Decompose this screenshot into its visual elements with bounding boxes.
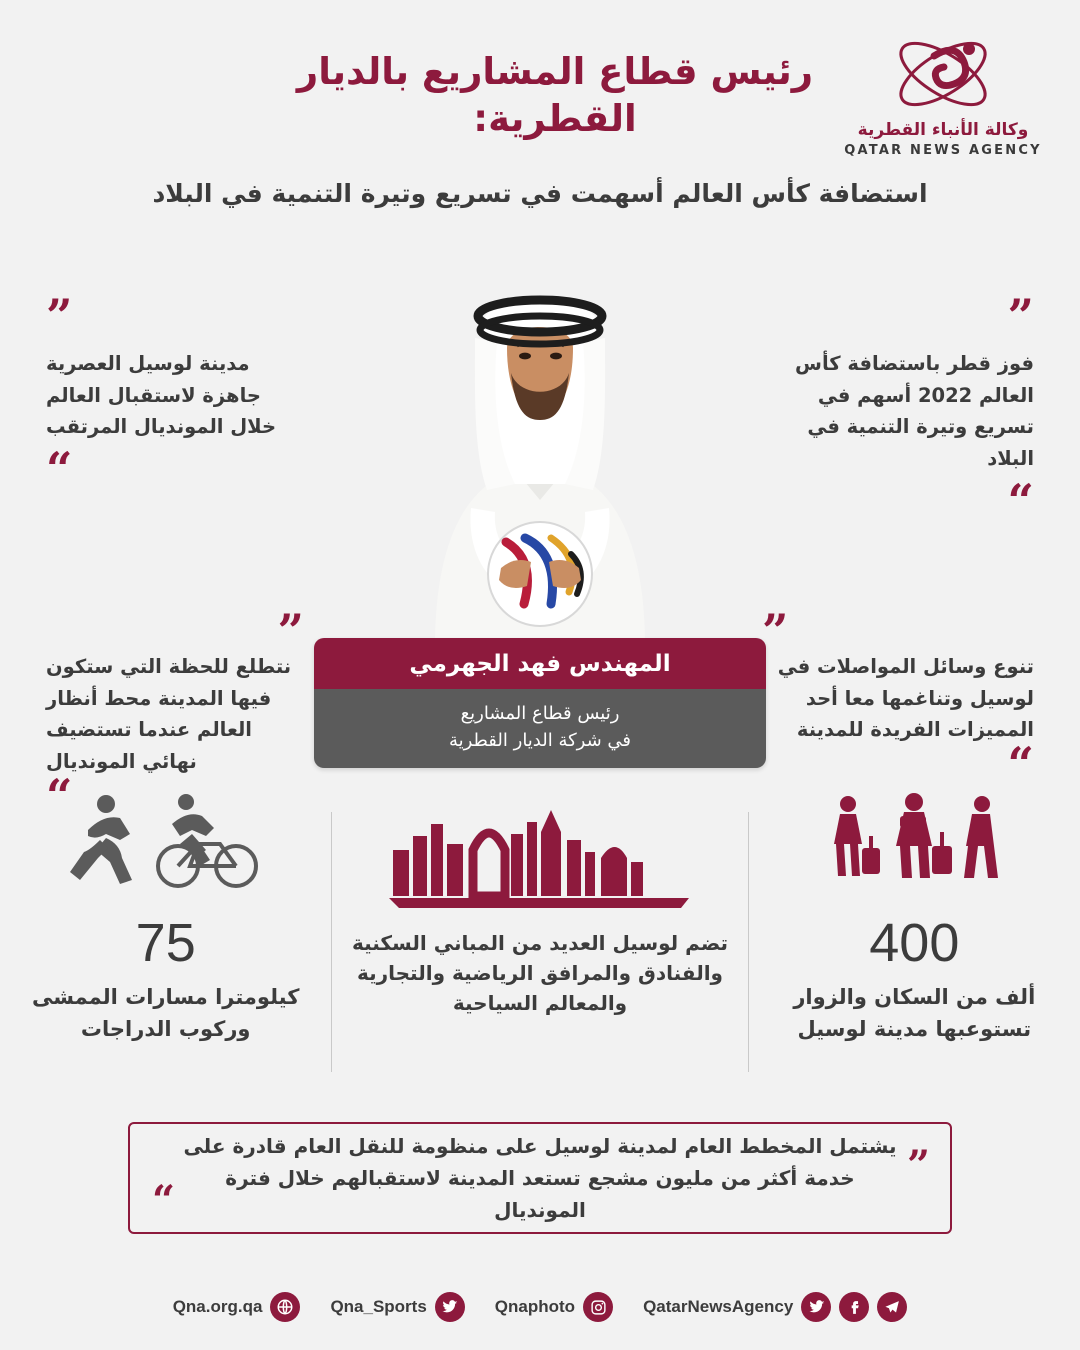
quote-close-mark: “ [1007,473,1034,528]
twitter-icon[interactable] [801,1292,831,1322]
quote-open-mark: ” [277,604,304,658]
quote-open-mark: ” [762,604,789,658]
stats-row [0,790,1080,1090]
social-account-main [643,1292,907,1322]
quote-bottom-left-text: نتطلع للحظة التي ستكون فيها المدينة محط أنظار العالم عندما تستضيف نهائي المونديال [46,655,292,773]
travelers-with-luggage-icon [765,790,1064,890]
name-card [314,638,766,768]
logo-english-text: QATAR NEWS AGENCY [844,143,1042,158]
person-role [314,689,766,768]
quote-top-right-text: فوز قطر باستضافة كأس العالم 2022 أسهم في تسريع وتيرة التنمية في البلاد [795,352,1034,470]
quote-bottom-right [762,604,1034,791]
quote-top-right [764,289,1034,528]
man-holding-football-photo-icon [375,238,705,638]
social-footer [0,1292,1080,1322]
stat-value: 400 [869,913,960,973]
social-account-website [173,1292,301,1322]
qna-logo [838,30,1048,158]
stat-caption: كيلومترا مسارات الممشى وركوب الدراجات [31,985,300,1041]
page-subtitle: استضافة كأس العالم أسهمت في تسريع وتيرة التنمية في البلاد [152,179,928,208]
footer-quote-text: يشتمل المخطط العام لمدينة لوسيل على منظومة للنقل العام قادرة على خدمة أكثر من مليون مشجع تستعد المدينة لاستقبالهم خلال فترة المونديال [183,1134,897,1222]
social-handle[interactable]: Qna_Sports [330,1297,427,1316]
stat-population [749,790,1080,1090]
twitter-icon[interactable] [435,1292,465,1322]
stat-paths [0,790,331,1090]
qna-atom-logo-icon [838,30,1048,116]
runner-and-cyclist-icon [16,790,315,890]
quote-open-mark: ” [1007,289,1034,343]
quote-close-mark: “ [148,1177,179,1224]
quote-close-mark: “ [46,441,73,496]
logo-arabic-text: وكالة الأنباء القطرية [857,120,1029,140]
stat-caption: تضم لوسيل العديد من المباني السكنية والفنادق والمرافق الرياضية والتجارية والمعالم السياحية [351,931,729,1015]
social-account-sports [330,1292,464,1322]
quote-top-left-text: مدينة لوسيل العصرية جاهزة لاستقبال العالم خلال المونديال المرتقب [46,352,277,439]
social-handle[interactable]: Qnaphoto [494,1297,576,1316]
person-role-line2: في شركة الديار القطرية [448,730,632,751]
social-handle[interactable]: Qna.org.qa [172,1297,263,1316]
quote-close-mark: “ [46,768,73,823]
globe-icon[interactable] [270,1292,300,1322]
quote-close-mark: “ [1007,736,1034,791]
lusail-skyline-icon [348,790,731,908]
person-photo [375,238,705,638]
quote-bottom-right-text: تنوع وسائل المواصلات في لوسيل وتناغمها معا أحد المميزات الفريدة للمدينة [777,655,1034,742]
stat-skyline [332,790,747,1090]
person-name: المهندس فهد الجهرمي [314,638,766,689]
quote-open-mark: ” [903,1142,934,1189]
person-role-line1: رئيس قطاع المشاريع [460,703,620,724]
telegram-icon[interactable] [877,1292,907,1322]
quote-top-left [46,289,308,496]
facebook-icon[interactable] [839,1292,869,1322]
header [0,0,1080,250]
stat-caption: ألف من السكان والزوار تستوعبها مدينة لوسيل [793,985,1036,1041]
stat-value: 75 [135,913,196,973]
instagram-icon[interactable] [583,1292,613,1322]
quote-open-mark: ” [46,289,73,343]
social-handle[interactable]: QatarNewsAgency [643,1297,794,1316]
page-title: رئيس قطاع المشاريع بالديار القطرية: [296,50,814,141]
footer-quote-box [128,1122,952,1234]
quote-bottom-left [46,604,304,823]
social-account-instagram [495,1292,613,1322]
